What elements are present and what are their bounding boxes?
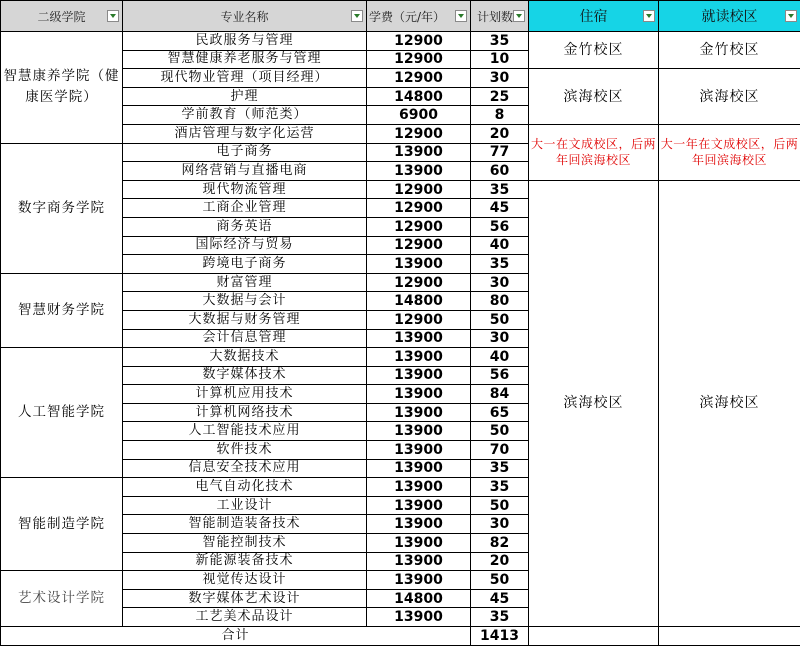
plan-cell[interactable]: 35	[471, 478, 529, 497]
major-cell[interactable]: 人工智能技术应用	[123, 422, 367, 441]
plan-cell[interactable]: 70	[471, 441, 529, 460]
fee-cell[interactable]: 13900	[367, 552, 471, 571]
major-cell[interactable]: 大数据与会计	[123, 292, 367, 311]
plan-cell[interactable]: 30	[471, 515, 529, 534]
fee-cell[interactable]: 12900	[367, 236, 471, 255]
campus-cell[interactable]: 金竹校区	[659, 32, 800, 69]
header-dorm: 住宿	[529, 1, 659, 32]
dorm-cell[interactable]: 金竹校区	[529, 32, 659, 69]
plan-cell[interactable]: 50	[471, 422, 529, 441]
fee-cell[interactable]: 12900	[367, 124, 471, 143]
major-cell[interactable]: 智能控制技术	[123, 534, 367, 553]
header-campus: 就读校区	[659, 1, 800, 32]
fee-cell[interactable]: 13900	[367, 459, 471, 478]
plan-cell[interactable]: 30	[471, 69, 529, 88]
college-cell[interactable]: 数字商务学院	[1, 143, 123, 273]
major-cell[interactable]: 计算机网络技术	[123, 403, 367, 422]
campus-note-cell[interactable]: 大一年在文成校区，后两年回滨海校区	[659, 124, 800, 180]
college-cell[interactable]: 人工智能学院	[1, 348, 123, 478]
major-cell[interactable]: 财富管理	[123, 273, 367, 292]
fee-cell[interactable]: 13900	[367, 255, 471, 274]
plan-cell[interactable]: 20	[471, 552, 529, 571]
dorm-cell[interactable]: 滨海校区	[529, 69, 659, 125]
plan-cell[interactable]: 40	[471, 236, 529, 255]
major-cell[interactable]: 软件技术	[123, 441, 367, 460]
header-row	[1, 1, 800, 32]
major-cell[interactable]: 民政服务与管理	[123, 32, 367, 51]
major-cell[interactable]: 智能制造装备技术	[123, 515, 367, 534]
plan-cell[interactable]: 35	[471, 180, 529, 199]
plan-cell[interactable]: 45	[471, 199, 529, 218]
fee-cell[interactable]: 13900	[367, 441, 471, 460]
major-cell[interactable]: 酒店管理与数字化运营	[123, 124, 367, 143]
plan-cell[interactable]: 35	[471, 459, 529, 478]
fee-cell[interactable]: 13900	[367, 162, 471, 181]
dorm-cell[interactable]: 滨海校区	[529, 180, 659, 626]
fee-cell[interactable]: 12900	[367, 180, 471, 199]
plan-cell[interactable]: 56	[471, 217, 529, 236]
plan-cell[interactable]: 60	[471, 162, 529, 181]
major-cell[interactable]: 大数据技术	[123, 348, 367, 367]
college-cell[interactable]: 智慧康养学院（健康医学院）	[1, 32, 123, 144]
empty-cell[interactable]	[659, 627, 800, 646]
fee-cell[interactable]: 6900	[367, 106, 471, 125]
plan-cell[interactable]: 30	[471, 329, 529, 348]
fee-cell[interactable]: 13900	[367, 608, 471, 627]
fee-cell[interactable]: 14800	[367, 87, 471, 106]
fee-cell[interactable]: 13900	[367, 478, 471, 497]
fee-cell[interactable]: 13900	[367, 143, 471, 162]
fee-cell[interactable]: 13900	[367, 571, 471, 590]
major-cell[interactable]: 现代物流管理	[123, 180, 367, 199]
filter-dropdown-icon[interactable]	[351, 10, 363, 22]
plan-cell[interactable]: 35	[471, 608, 529, 627]
major-cell[interactable]: 智慧健康养老服务与管理	[123, 50, 367, 69]
major-cell[interactable]: 数字媒体艺术设计	[123, 589, 367, 608]
plan-cell[interactable]: 30	[471, 273, 529, 292]
plan-cell[interactable]: 8	[471, 106, 529, 125]
fee-cell[interactable]: 13900	[367, 515, 471, 534]
fee-cell[interactable]: 14800	[367, 292, 471, 311]
fee-cell[interactable]: 12900	[367, 199, 471, 218]
fee-cell[interactable]: 12900	[367, 217, 471, 236]
filter-dropdown-icon[interactable]	[643, 10, 655, 22]
fee-cell[interactable]: 12900	[367, 310, 471, 329]
major-cell[interactable]: 电子商务	[123, 143, 367, 162]
fee-cell[interactable]: 13900	[367, 403, 471, 422]
fee-cell[interactable]: 13900	[367, 534, 471, 553]
campus-cell[interactable]: 滨海校区	[659, 180, 800, 626]
major-cell[interactable]: 工艺美术品设计	[123, 608, 367, 627]
campus-cell[interactable]: 滨海校区	[659, 69, 800, 125]
fee-cell[interactable]: 12900	[367, 32, 471, 51]
fee-cell[interactable]: 12900	[367, 273, 471, 292]
fee-cell[interactable]: 12900	[367, 50, 471, 69]
fee-cell[interactable]: 13900	[367, 329, 471, 348]
college-cell[interactable]: 智能制造学院	[1, 478, 123, 571]
major-cell[interactable]: 会计信息管理	[123, 329, 367, 348]
plan-cell[interactable]: 40	[471, 348, 529, 367]
fee-cell[interactable]: 13900	[367, 366, 471, 385]
fee-cell[interactable]: 13900	[367, 422, 471, 441]
major-cell[interactable]: 国际经济与贸易	[123, 236, 367, 255]
plan-cell[interactable]: 77	[471, 143, 529, 162]
major-cell[interactable]: 跨境电子商务	[123, 255, 367, 274]
total-row[interactable]	[1, 627, 800, 646]
plan-cell[interactable]: 50	[471, 310, 529, 329]
major-cell[interactable]: 电气自动化技术	[123, 478, 367, 497]
empty-cell[interactable]	[529, 627, 659, 646]
header-plan: 计划数	[471, 1, 529, 32]
major-cell[interactable]: 商务英语	[123, 217, 367, 236]
table-row[interactable]	[1, 32, 800, 51]
header-fee: 学费（元/年）	[367, 1, 471, 32]
plan-cell[interactable]: 80	[471, 292, 529, 311]
major-cell[interactable]: 计算机应用技术	[123, 385, 367, 404]
college-cell[interactable]: 智慧财务学院	[1, 273, 123, 347]
fee-cell[interactable]: 13900	[367, 348, 471, 367]
plan-cell[interactable]: 35	[471, 255, 529, 274]
fee-cell[interactable]: 12900	[367, 69, 471, 88]
major-cell[interactable]: 工业设计	[123, 496, 367, 515]
plan-cell[interactable]: 45	[471, 589, 529, 608]
filter-dropdown-icon[interactable]	[455, 10, 467, 22]
plan-cell[interactable]: 35	[471, 32, 529, 51]
header-college: 二级学院	[1, 1, 123, 32]
header-major: 专业名称	[123, 1, 367, 32]
filter-dropdown-icon[interactable]	[107, 10, 119, 22]
major-cell[interactable]: 信息安全技术应用	[123, 459, 367, 478]
plan-cell[interactable]: 50	[471, 571, 529, 590]
filter-dropdown-icon[interactable]	[785, 10, 797, 22]
plan-cell[interactable]: 82	[471, 534, 529, 553]
plan-cell[interactable]: 84	[471, 385, 529, 404]
major-cell[interactable]: 大数据与财务管理	[123, 310, 367, 329]
fee-cell[interactable]: 13900	[367, 385, 471, 404]
fee-cell[interactable]: 14800	[367, 589, 471, 608]
plan-cell[interactable]: 56	[471, 366, 529, 385]
major-cell[interactable]: 数字媒体技术	[123, 366, 367, 385]
plan-cell[interactable]: 50	[471, 496, 529, 515]
major-cell[interactable]: 现代物业管理（项目经理）	[123, 69, 367, 88]
major-cell[interactable]: 护理	[123, 87, 367, 106]
total-plan-cell[interactable]: 1413	[471, 627, 529, 646]
plan-cell[interactable]: 20	[471, 124, 529, 143]
major-cell[interactable]: 网络营销与直播电商	[123, 162, 367, 181]
plan-cell[interactable]: 25	[471, 87, 529, 106]
fee-cell[interactable]: 13900	[367, 496, 471, 515]
filter-dropdown-icon[interactable]	[513, 10, 525, 22]
major-cell[interactable]: 视觉传达设计	[123, 571, 367, 590]
major-cell[interactable]: 新能源装备技术	[123, 552, 367, 571]
plan-cell[interactable]: 65	[471, 403, 529, 422]
dorm-note-cell[interactable]: 大一在文成校区，后两年回滨海校区	[529, 124, 659, 180]
college-cell[interactable]: 艺术设计学院	[1, 571, 123, 627]
major-cell[interactable]: 学前教育（师范类）	[123, 106, 367, 125]
major-cell[interactable]: 工商企业管理	[123, 199, 367, 218]
total-label-cell[interactable]: 合计	[1, 627, 471, 646]
plan-cell[interactable]: 10	[471, 50, 529, 69]
